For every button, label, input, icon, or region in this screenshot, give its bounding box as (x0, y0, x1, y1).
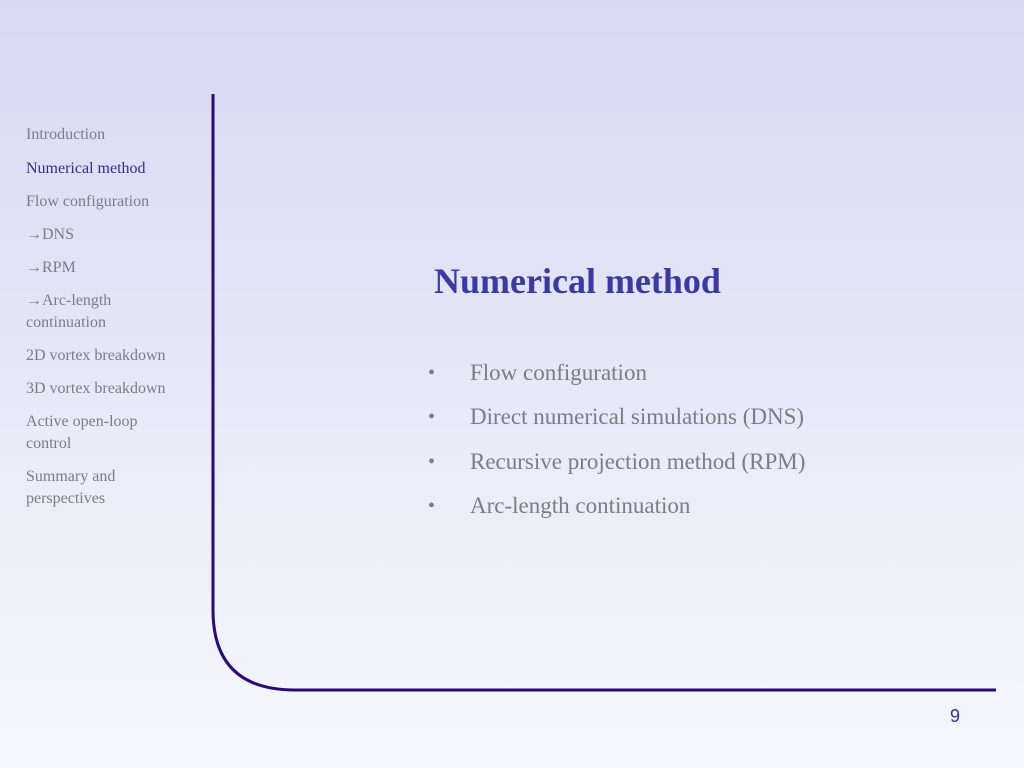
sidebar-item-active-open-loop-control[interactable]: Active open-loop control (26, 413, 138, 452)
bullet-text: Direct numerical simulations (DNS) (470, 404, 805, 430)
bullet-icon: • (428, 362, 436, 384)
sidebar-item-arc-length-continuation[interactable]: →Arc-length continuation (26, 292, 112, 331)
sidebar-item-introduction[interactable]: Introduction (26, 126, 106, 143)
sidebar-item-numerical-method[interactable]: Numerical method (26, 160, 146, 177)
sidebar-nav (26, 124, 201, 510)
sidebar-item-dns[interactable]: →DNS (26, 226, 75, 243)
bullet-item-flow-configuration (428, 358, 805, 388)
bullet-list (428, 358, 805, 535)
sidebar-item-rpm[interactable]: →RPM (26, 259, 76, 276)
bullet-item-dns (428, 402, 805, 432)
bullet-icon: • (428, 494, 436, 517)
bullet-text: Arc-length continuation (470, 492, 691, 518)
sidebar-item-summary-and-perspectives[interactable]: Summary and perspectives (26, 468, 116, 507)
slide-title: Numerical method (434, 261, 721, 301)
bullet-icon: • (428, 406, 436, 429)
bullet-item-rpm (428, 447, 805, 477)
sidebar-item-2d-vortex-breakdown[interactable]: 2D vortex breakdown (26, 347, 166, 364)
bullet-icon: • (428, 450, 436, 473)
bullet-text: Recursive projection method (RPM) (470, 448, 806, 474)
sidebar-item-flow-configuration[interactable]: Flow configuration (26, 193, 150, 210)
bullet-item-arc-length-continuation (428, 491, 805, 521)
bullet-text: Flow configuration (470, 360, 647, 385)
sidebar-item-3d-vortex-breakdown[interactable]: 3D vortex breakdown (26, 380, 166, 397)
page-number: 9 (950, 706, 961, 726)
